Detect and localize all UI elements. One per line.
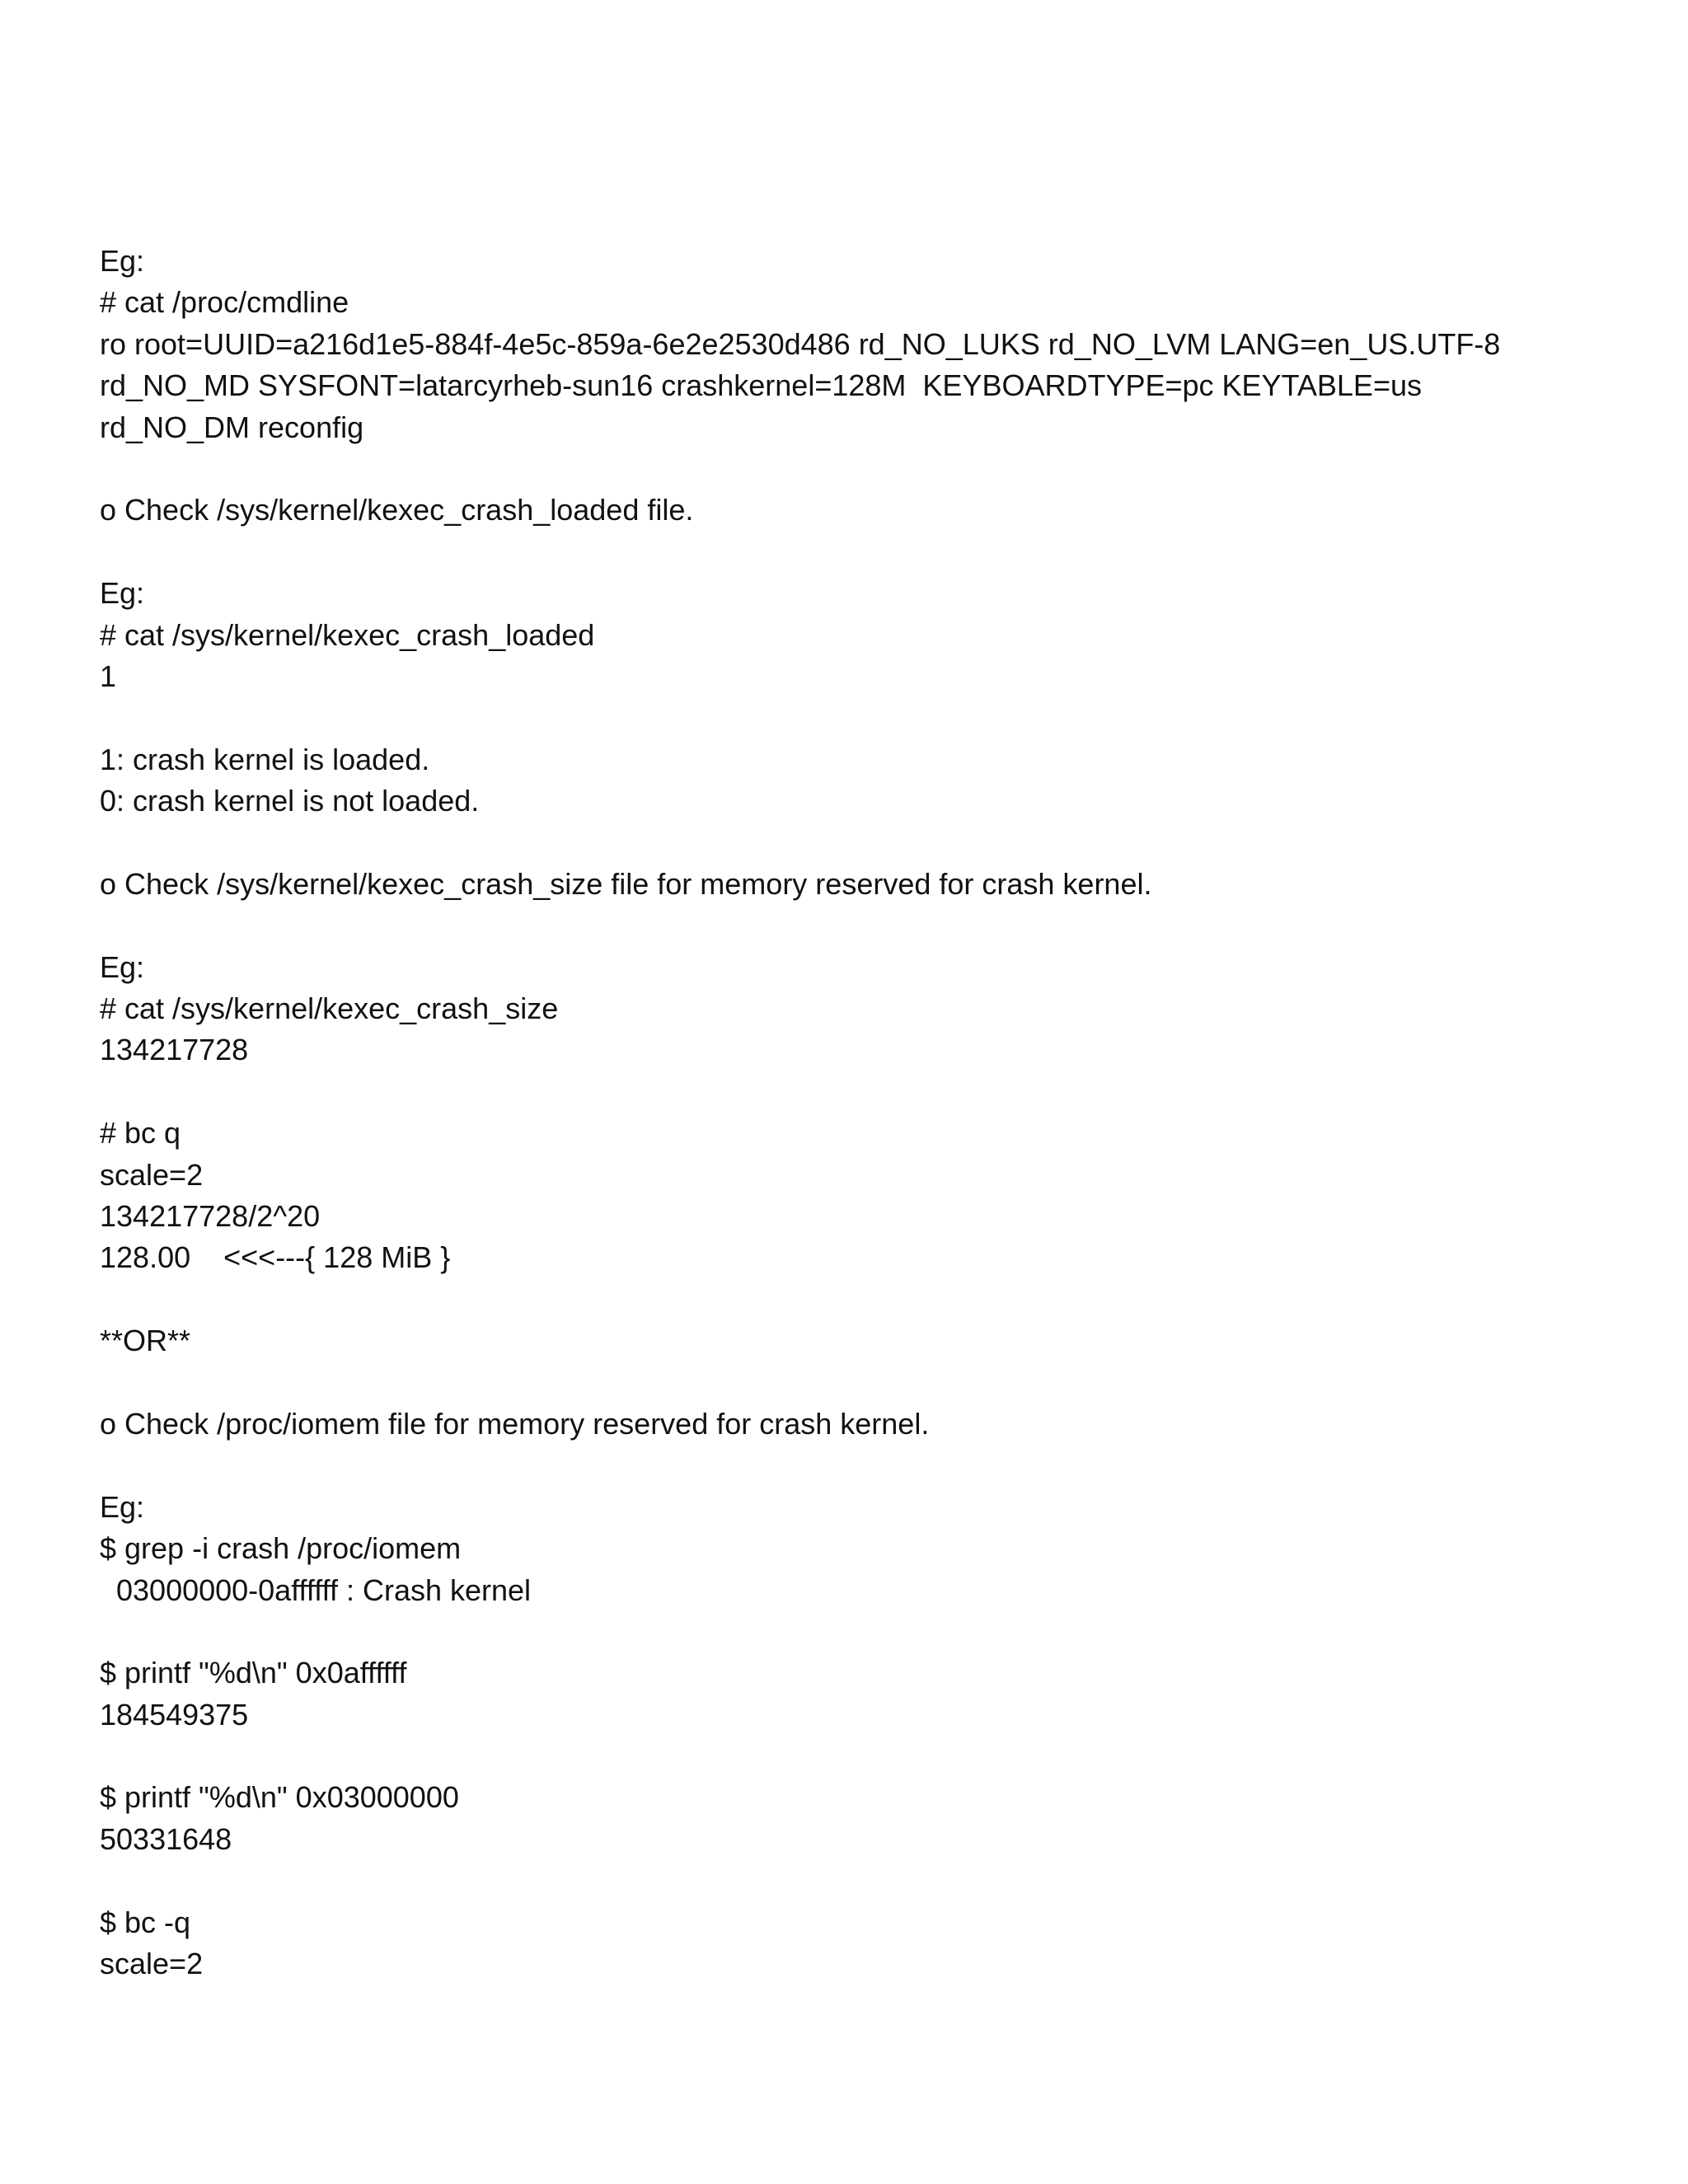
text-line: $ printf "%d\n" 0x03000000 [100,1780,459,1815]
text-line: 134217728/2^20 [100,1198,321,1233]
blank-line [100,532,1583,573]
blank-line [100,1611,1583,1652]
text-line: rd_NO_DM reconfig [100,410,364,444]
text-line: 1 [100,658,117,693]
text-line: 128.00 <<<---{ 128 MiB } [100,1240,451,1275]
blank-line [100,905,1583,946]
text-line: Eg: [100,244,145,278]
text-line: **OR** [100,1324,191,1358]
text-line: 134217728 [100,1033,249,1067]
text-line: Eg: [100,949,145,984]
blank-line [100,1736,1583,1777]
text-line: # cat /sys/kernel/kexec_crash_size [100,991,559,1026]
text-line: # bc q [100,1116,181,1151]
text-line: 50331648 [100,1821,232,1856]
text-line: o Check /sys/kernel/kexec_crash_size file for memory reserved for crash kernel. [100,866,1152,901]
text-line: # cat /sys/kernel/kexec_crash_loaded [100,617,595,652]
text-line: $ printf "%d\n" 0x0affffff [100,1656,407,1690]
text-line: 0: crash kernel is not loaded. [100,784,480,818]
text-line: Eg: [100,576,145,611]
blank-line [100,1071,1583,1113]
blank-line [100,448,1583,490]
text-line: scale=2 [100,1157,204,1192]
text-line: 1: crash kernel is loaded. [100,742,430,776]
text-line: Eg: [100,1489,145,1524]
blank-line [100,1860,1583,1901]
blank-line [100,697,1583,738]
text-line: scale=2 [100,1947,204,1981]
blank-line [100,1362,1583,1404]
text-line: # cat /proc/cmdline [100,285,349,320]
blank-line [100,822,1583,863]
text-line: rd_NO_MD SYSFONT=latarcyrheb-sun16 crashkernel=128M KEYBOARDTYPE=pc KEYTABLE=us [100,368,1422,403]
text-line: $ grep -i crash /proc/iomem [100,1531,462,1566]
text-line: 184549375 [100,1697,249,1732]
blank-line [100,1445,1583,1486]
text-line: o Check /sys/kernel/kexec_crash_loaded file. [100,493,694,527]
text-line: o Check /proc/iomem file for memory reserved for crash kernel. [100,1406,930,1441]
text-line: ro root=UUID=a216d1e5-884f-4e5c-859a-6e2e2530d486 rd_NO_LUKS rd_NO_LVM LANG=en_US.UTF-8 [100,326,1501,361]
text-line: 03000000-0affffff : Crash kernel [100,1572,532,1607]
text-line: $ bc -q [100,1905,191,1939]
blank-line [100,1279,1583,1320]
document-body [100,241,1583,1985]
